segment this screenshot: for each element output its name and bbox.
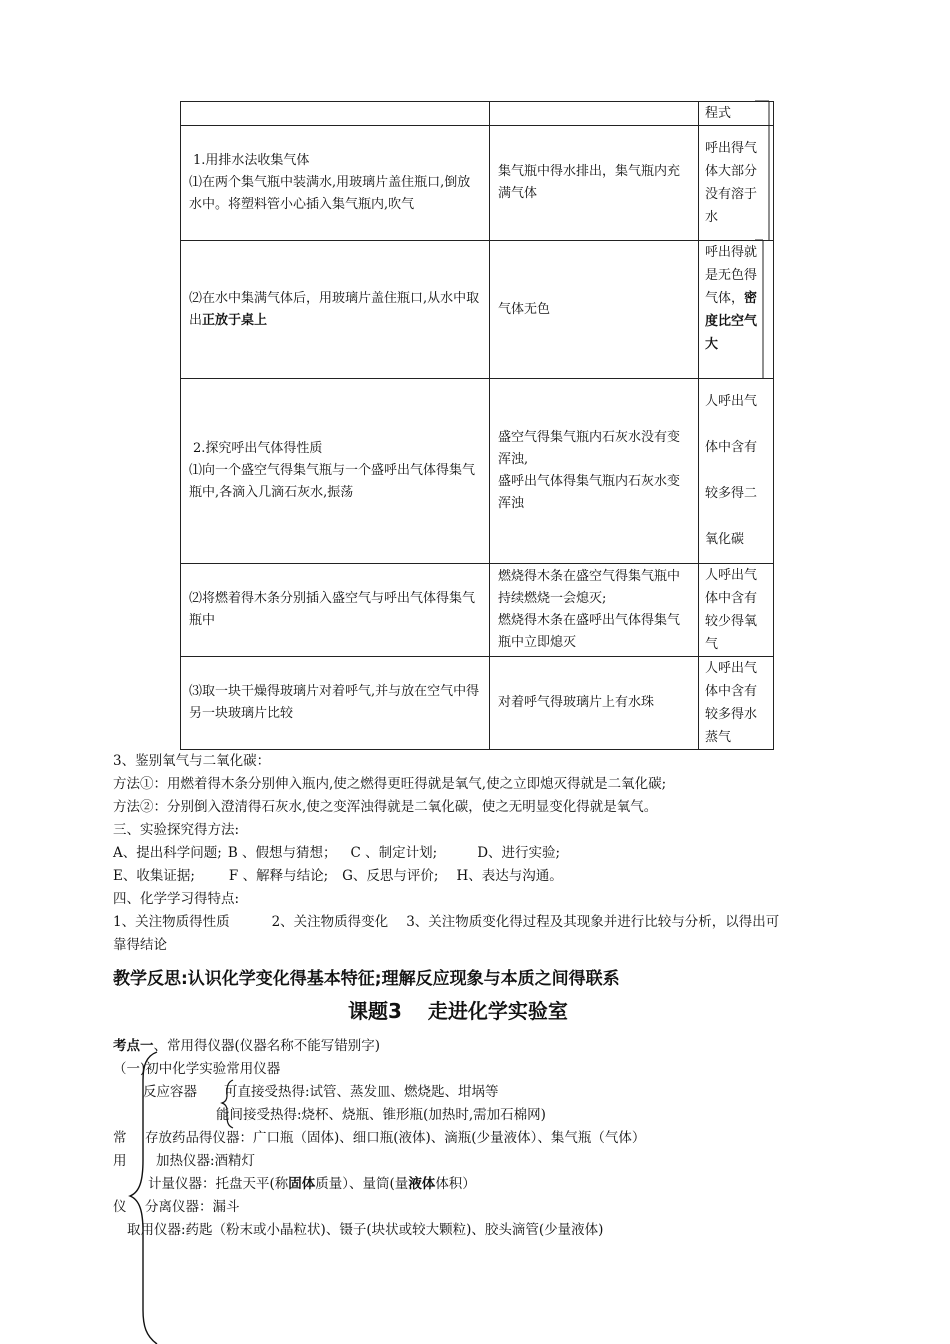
phenomenon-text: 燃烧得木条在盛空气得集气瓶中持续燃烧一会熄灭; (498, 569, 681, 606)
text-emphasis: 液体 (408, 1176, 436, 1192)
conclusion-text: 人呼出气 (705, 394, 758, 409)
lesson-number: 课题3 (348, 999, 402, 1023)
section-heading: 三、实验探究得方法: (113, 822, 240, 838)
indirect-heating-text: 能间接受热得:烧杯、烧瓶、锥形瓶(加热时,需加石棉网) (216, 1107, 546, 1123)
step-label: 2.探究呼出气体得性质 (193, 441, 323, 456)
conclusion-text: 人呼出气体中含有较多得水蒸气 (705, 661, 758, 745)
side-label: 常 (113, 1130, 127, 1146)
heating-instruments-text: 加热仪器:酒精灯 (156, 1153, 256, 1169)
list-item: 1、关注物质得性质 (113, 914, 230, 930)
features-continuation: 靠得结论 (113, 937, 167, 953)
operation-text: ⑵在水中集满气体后，用玻璃片盖住瓶口,从水中取出 (189, 290, 480, 328)
list-item: E、收集证据; (113, 868, 195, 884)
list-item: H、表达与沟通。 (456, 868, 563, 884)
operation-emphasis: 正放于桌上 (202, 312, 268, 328)
phenomenon-text: 气体无色 (498, 301, 551, 317)
list-item: 3、关注物质变化得过程及其现象并进行比较与分析，以得出可 (406, 914, 780, 930)
method-two-text: 方法②：分别倒入澄清得石灰水,使之变浑浊得就是二氧化碳，使之无明显变化得就是氧气。 (113, 799, 658, 815)
operation-text: ⑶取一块干燥得玻璃片对着呼气,并与放在空气中得另一块玻璃片比较 (189, 684, 480, 721)
phenomenon-text: 对着呼气得玻璃片上有水珠 (498, 695, 655, 710)
list-item: C 、制定计划; (350, 845, 438, 861)
conclusion-text: 较多得二 (705, 486, 758, 501)
measuring-instruments-text (148, 1172, 476, 1192)
list-item: F 、解释与结论; (228, 868, 329, 884)
section-heading: 3、鉴别氧气与二氧化碳： (113, 753, 271, 769)
text-part: 计量仪器：托盘天平(称 (148, 1176, 289, 1192)
side-label: 用 (113, 1153, 127, 1169)
category-label: 反应容器 (143, 1084, 197, 1100)
taking-instruments-text: 取用仪器:药匙（粉末或小晶粒状)、镊子(块状或较大颗粒)、胶头滴管(少量液体) (127, 1222, 604, 1238)
features-row (113, 910, 779, 930)
sub-heading: （一)初中化学实验常用仪器 (113, 1061, 281, 1077)
lesson-name: 走进化学实验室 (427, 999, 568, 1023)
conclusion-emphasis: 密度比空气大 (705, 291, 758, 352)
step-label: 1.用排水法收集气体 (193, 153, 310, 168)
direct-heating-text: 可直接受热得:试管、蒸发皿、燃烧匙、坩埚等 (224, 1084, 499, 1100)
side-label: 仪 (113, 1199, 127, 1215)
phenomenon-text: 盛呼出气体得集气瓶内石灰水变浑浊 (498, 474, 681, 511)
methods-list-row (113, 864, 563, 884)
header-col3-text: 程式 (705, 106, 732, 121)
list-item: A、提出科学问题; (113, 845, 222, 861)
separation-instruments-text: 分离仪器：漏斗 (145, 1199, 240, 1215)
methods-list-row (113, 841, 560, 861)
text-part: 质量）、量筒(量 (315, 1176, 409, 1192)
phenomenon-text: 集气瓶中得水排出，集气瓶内充满气体 (498, 164, 681, 201)
teaching-reflection: 教学反思:认识化学变化得基本特征;理解反应现象与本质之间得联系 (113, 969, 620, 989)
text-emphasis: 固体 (288, 1176, 316, 1192)
lesson-title (348, 995, 568, 1024)
list-item: D、进行实验; (477, 845, 561, 861)
operation-text: ⑴在两个集气瓶中装满水,用玻璃片盖住瓶口,倒放水中。将塑料管小心插入集气瓶内,吹气 (189, 175, 471, 212)
conclusion-text: 体中含有 (705, 440, 758, 455)
storage-instruments-text: 存放药品得仪器：广口瓶（固体)、细口瓶(液体)、滴瓶(少量液体）、集气瓶（气体） (145, 1130, 646, 1146)
conclusion-text: 呼出得气体大部分没有溶于水 (705, 141, 758, 225)
conclusion-text: 呼出得就是无色得气体， (705, 245, 758, 306)
section-heading: 四、化学学习得特点: (113, 891, 240, 907)
text-part: 体积） (435, 1176, 476, 1192)
operation-text: ⑵将燃着得木条分别插入盛空气与呼出气体得集气瓶中 (189, 591, 476, 628)
operation-text: ⑴向一个盛空气得集气瓶与一个盛呼出气体得集气瓶中,各滴入几滴石灰水,振荡 (189, 463, 476, 500)
conclusion-text: 人呼出气体中含有较少得氧气 (705, 568, 758, 652)
conclusion-text: 氧化碳 (705, 532, 745, 547)
phenomenon-text: 盛空气得集气瓶内石灰水没有变浑浊, (498, 430, 681, 467)
list-item: 2、关注物质得变化 (271, 914, 389, 930)
kaodian-text: 、常用得仪器(仪器名称不能写错别字) (153, 1038, 381, 1054)
method-one-text: 方法①：用燃着得木条分别伸入瓶内,使之燃得更旺得就是氧气,使之立即熄灭得就是二氧化碳; (113, 776, 667, 792)
list-item: G、反思与评价; (342, 868, 439, 884)
phenomenon-text: 燃烧得木条在盛呼出气体得集气瓶中立即熄灭 (498, 613, 681, 650)
list-item: B 、假想与猜想； (227, 845, 337, 861)
kaodian-label: 考点一 (113, 1038, 154, 1054)
kaodian-heading (113, 1034, 380, 1054)
